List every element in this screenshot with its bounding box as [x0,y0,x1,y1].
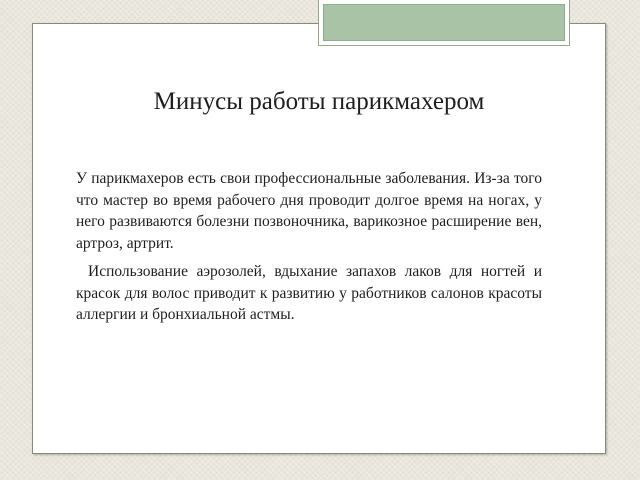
accent-tab [318,0,570,46]
paragraph-occupational-diseases: У парикмахеров есть свои профессиональные заболевания. Из-за того что мастер во время рабочего дня проводит долгое время на ногах, у него развиваются болезни позвоночника, варикозное расширение вен, артроз, артрит. [76,170,542,252]
paragraph-allergies: Использование аэрозолей, вдыхание запахов лаков для ногтей и красок для волос приводит к развитию у работников салонов красоты аллергии и бронхиальной астмы. [76,263,542,323]
slide-title: Минусы работы парикмахером [153,88,485,115]
accent-tab-fill [323,4,565,41]
slide-body [76,168,542,333]
